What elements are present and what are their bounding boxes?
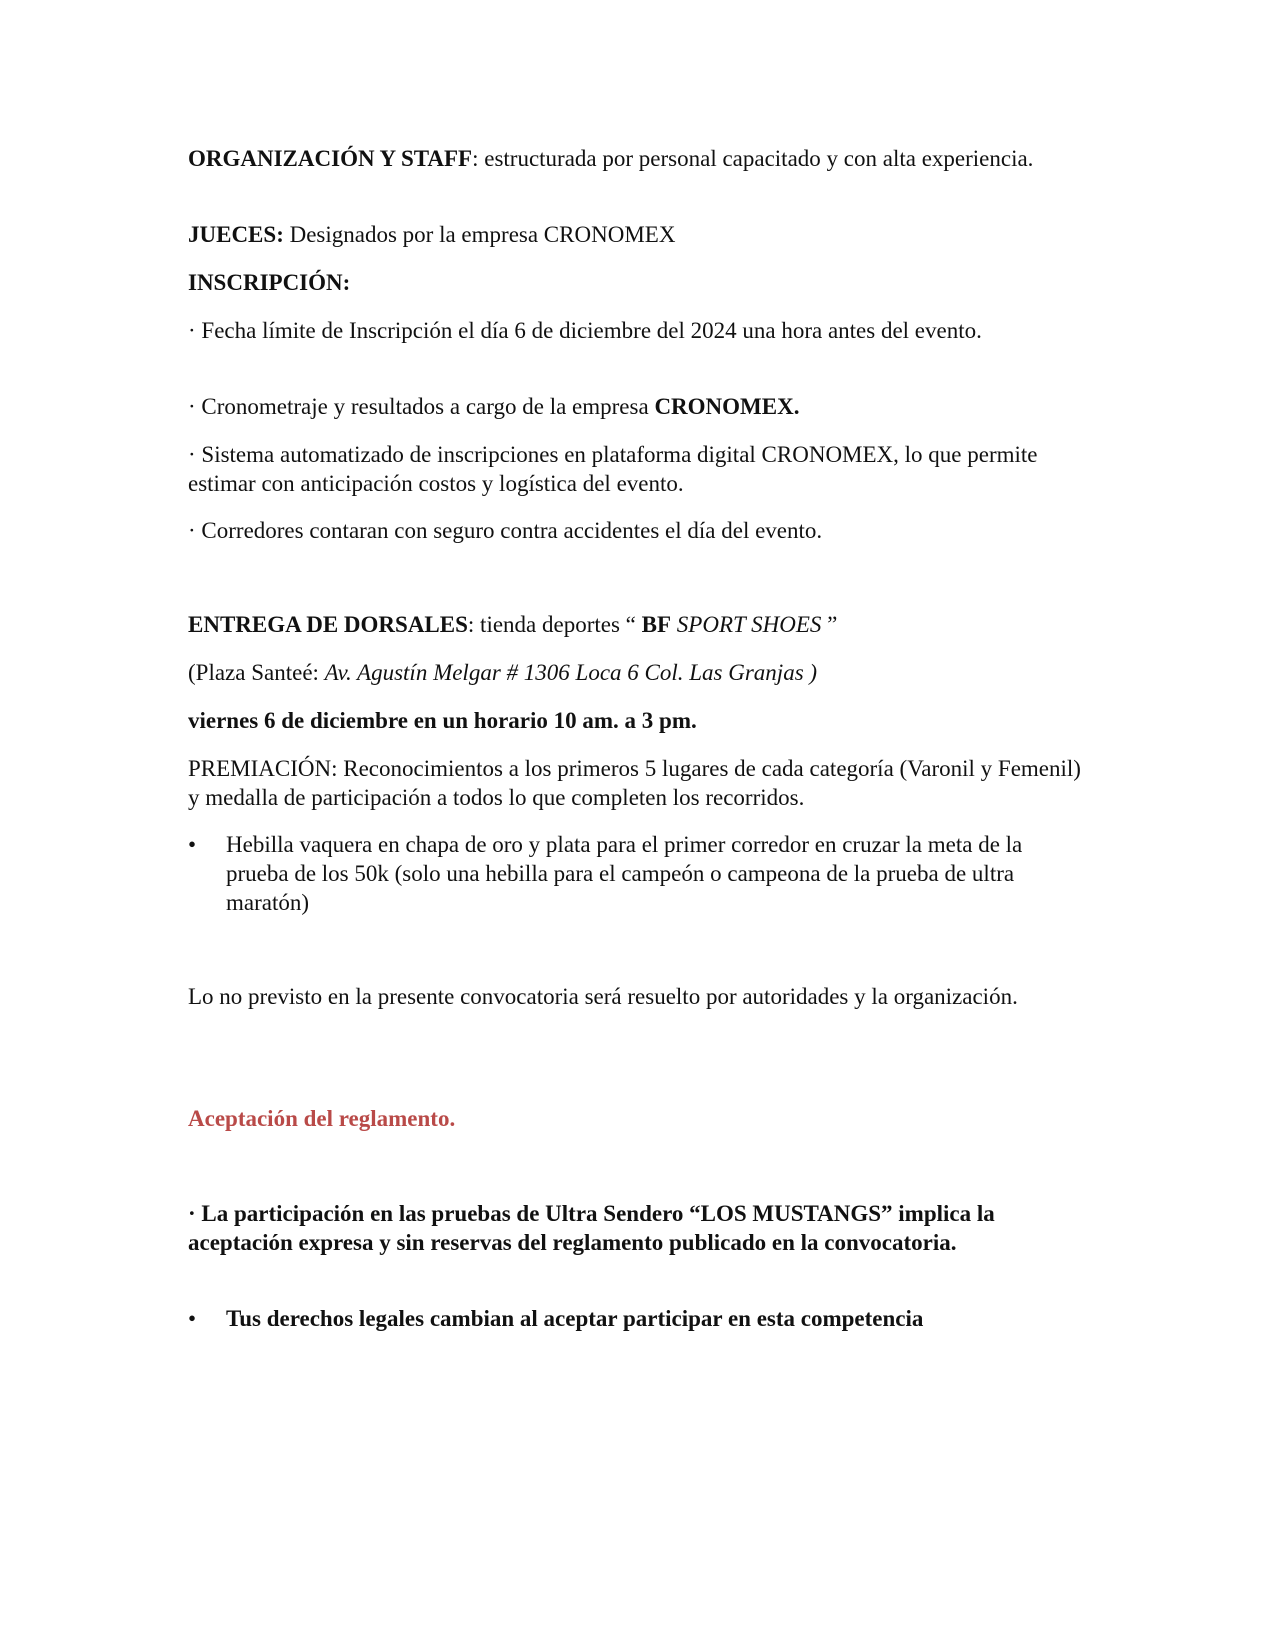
bib-delivery-paragraph: ENTREGA DE DORSALES: tienda deportes “ BF SPORT SHOES ” [188,612,838,637]
store-name-bold: BF [641,612,672,637]
timing-company: CRONOMEX. [654,394,800,419]
address-italic: Av. Agustín Melgar # 1306 Loca 6 Col. Las Granjas ) [324,660,818,685]
store-name-italic: SPORT SHOES [671,612,828,637]
inscription-item-timing: · Cronometraje y resultados a cargo de la empresa CRONOMEX. [188,394,800,419]
organization-text: : estructurada por personal capacitado y con alta experiencia. [472,146,1034,171]
unforeseen-paragraph: Lo no previsto en la presente convocatoria será resuelto por autoridades y la organización. [188,984,1018,1009]
awards-bullet-text: Hebilla vaquera en chapa de oro y plata para el primer corredor en cruzar la meta de la prueba de los 50k (solo una hebilla para el campeón o campeona de la prueba de ultra maratón) [226,832,1023,915]
judges-label: JUECES: [188,222,284,247]
bib-delivery-label: ENTREGA DE DORSALES [188,612,468,637]
judges-text: Designados por la empresa CRONOMEX [283,222,676,247]
acceptance-bullet-text: Tus derechos legales cambian al aceptar participar en esta competencia [226,1306,924,1331]
bullet-icon: • [188,832,197,857]
organization-paragraph [188,144,1088,173]
acceptance-heading: Aceptación del reglamento. [188,1106,456,1131]
judges-paragraph [188,220,1088,249]
awards-paragraph: PREMIACIÓN: Reconocimientos a los primeros 5 lugares de cada categoría (Varonil y Femenil) y medalla de participación a todos lo que completen los recorridos. [188,756,1081,810]
bullet-icon: • [188,1306,197,1331]
acceptance-paragraph: · La participación en las pruebas de Ultra Sendero “LOS MUSTANGS” implica la aceptación expresa y sin reservas del reglamento publicado en la convocatoria. [188,1201,995,1255]
inscription-heading: INSCRIPCIÓN: [188,270,351,295]
inscription-item-system: · Sistema automatizado de inscripciones en plataforma digital CRONOMEX, lo que permite estimar con anticipación costos y logística del evento. [188,442,1038,496]
bib-delivery-schedule: viernes 6 de diciembre en un horario 10 am. a 3 pm. [188,708,697,733]
bib-delivery-address: (Plaza Santeé: Av. Agustín Melgar # 1306 Loca 6 Col. Las Granjas ) [188,660,818,685]
organization-label: ORGANIZACIÓN Y STAFF [188,146,473,171]
inscription-item-deadline: · Fecha límite de Inscripción el día 6 de diciembre del 2024 una hora antes del evento. [188,318,982,343]
inscription-item-insurance: · Corredores contaran con seguro contra accidentes el día del evento. [188,518,823,543]
